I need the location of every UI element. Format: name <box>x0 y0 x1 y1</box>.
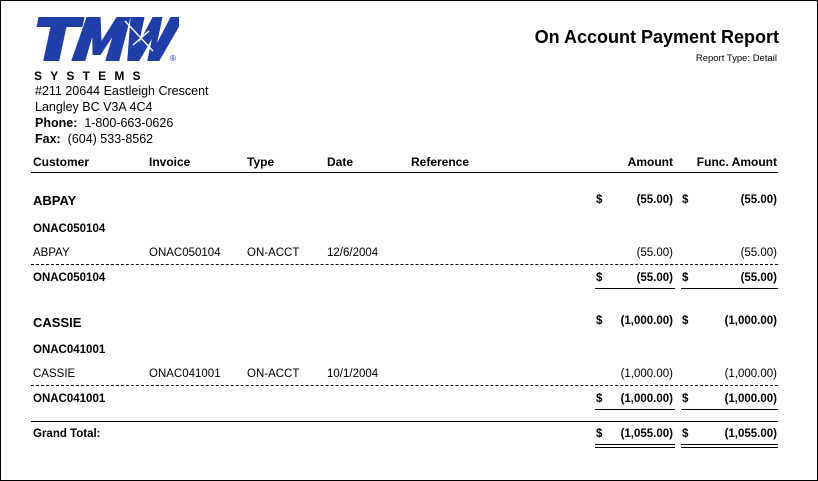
currency-symbol: $ <box>682 272 689 284</box>
detail-type: ON-ACCT <box>247 247 300 259</box>
fax-label: Fax: <box>35 132 61 146</box>
grand-total-double-underline <box>681 444 778 448</box>
phone-line <box>35 116 173 130</box>
currency-symbol: $ <box>596 194 603 206</box>
report-type: Report Type: Detail <box>695 53 777 64</box>
fax-line <box>35 132 153 146</box>
detail-customer: CASSIE <box>33 368 76 380</box>
col-date: Date <box>327 155 354 169</box>
subtotal-label: ONAC041001 <box>33 393 106 405</box>
customer-amount: (55.00) <box>636 194 673 206</box>
subtotal-func-amount: (55.00) <box>740 272 777 284</box>
currency-symbol: $ <box>596 272 603 284</box>
detail-date: 10/1/2004 <box>327 368 379 380</box>
subtotal-underline <box>681 288 778 289</box>
currency-symbol: $ <box>682 315 689 327</box>
grand-total-func-amount: (1,055.00) <box>724 428 777 440</box>
phone-value: 1-800-663-0626 <box>84 116 174 130</box>
col-reference: Reference <box>411 155 470 169</box>
dashed-divider <box>31 264 778 265</box>
grand-total-label: Grand Total: <box>33 428 101 440</box>
col-amount: Amount <box>627 155 673 169</box>
customer-func-amount: (55.00) <box>740 194 777 206</box>
phone-label: Phone: <box>35 116 78 130</box>
address-line-2: Langley BC V3A 4C4 <box>35 100 153 114</box>
customer-name: CASSIE <box>33 315 82 330</box>
detail-type: ON-ACCT <box>247 368 300 380</box>
currency-symbol: $ <box>596 315 603 327</box>
registered-mark: ® <box>169 54 177 63</box>
subtotal-underline <box>681 409 778 410</box>
subtotal-underline <box>595 409 675 410</box>
detail-date: 12/6/2004 <box>327 247 379 259</box>
col-customer: Customer <box>33 155 90 169</box>
detail-amount: (55.00) <box>636 247 673 259</box>
subtotal-label: ONAC050104 <box>33 272 106 284</box>
grand-total-divider <box>31 421 778 422</box>
currency-symbol: $ <box>682 194 689 206</box>
currency-symbol: $ <box>682 393 689 405</box>
header-divider <box>31 172 778 173</box>
detail-func-amount: (1,000.00) <box>724 368 777 380</box>
subtotal-amount: (55.00) <box>636 272 673 284</box>
currency-symbol: $ <box>596 393 603 405</box>
customer-amount: (1,000.00) <box>620 315 673 327</box>
subtotal-amount: (1,000.00) <box>620 393 673 405</box>
invoice-group-label: ONAC050104 <box>33 223 106 235</box>
logo-systems-text: SYSTEMS <box>34 69 149 83</box>
invoice-group-label: ONAC041001 <box>33 344 106 356</box>
detail-customer: ABPAY <box>33 247 70 259</box>
grand-total-double-underline <box>595 444 675 448</box>
col-invoice: Invoice <box>149 155 191 169</box>
dashed-divider <box>31 385 778 386</box>
currency-symbol: $ <box>596 428 603 440</box>
report-title: On Account Payment Report <box>534 27 779 47</box>
address-line-1: #211 20644 Eastleigh Crescent <box>35 84 209 98</box>
col-func-amount: Func. Amount <box>696 155 777 169</box>
detail-func-amount: (55.00) <box>740 247 777 259</box>
customer-func-amount: (1,000.00) <box>724 315 777 327</box>
currency-symbol: $ <box>682 428 689 440</box>
fax-value: (604) 533-8562 <box>67 132 154 146</box>
grand-total-amount: (1,055.00) <box>620 428 673 440</box>
detail-invoice: ONAC050104 <box>149 247 221 259</box>
detail-invoice: ONAC041001 <box>149 368 221 380</box>
subtotal-underline <box>595 288 675 289</box>
detail-amount: (1,000.00) <box>620 368 673 380</box>
customer-name: ABPAY <box>33 193 77 208</box>
subtotal-func-amount: (1,000.00) <box>724 393 777 405</box>
col-type: Type <box>247 155 275 169</box>
